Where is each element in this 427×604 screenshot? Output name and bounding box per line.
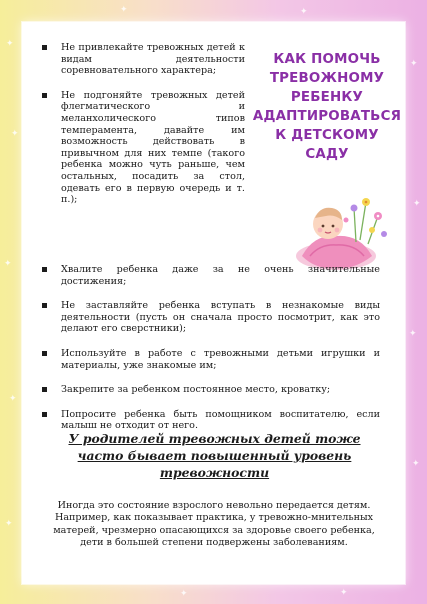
list-item xyxy=(40,42,245,77)
list-item xyxy=(40,384,380,396)
bullet-text: Не подгоняйте тревожных детей флегматического и меланхолического типов темперамента, давайте им возможность действовать в привычном для них темпе (такого ребенка можно чуть раньше, чем остальных, посадить за стол, одевать его в первую очередь и т. п.); xyxy=(61,89,245,206)
square-bullet-icon xyxy=(42,45,47,50)
square-bullet-icon xyxy=(42,93,47,98)
title-line: АДАПТИРОВАТЬСЯ xyxy=(252,109,402,124)
sparkle-icon: ✦ xyxy=(340,588,348,598)
sparkle-icon: ✦ xyxy=(120,5,128,15)
sub-heading-line: тревожности xyxy=(159,465,270,480)
note-line: дети в большей степени подвержены заболеваниям. xyxy=(80,537,348,549)
bullet-text: Не заставляйте ребенка вступать в незнакомые виды деятельности (пусть он сначала просто посмотрит, как это делают его сверстники); xyxy=(61,300,380,335)
baby-with-flowers-icon xyxy=(280,190,390,274)
bullet-text: Закрепите за ребенком постоянное место, кроватку; xyxy=(61,384,331,396)
sparkle-icon: ✦ xyxy=(409,329,417,339)
poster-title xyxy=(252,50,402,164)
note-line: Например, как показывает практика, у тревожно-мнительных xyxy=(54,512,374,524)
parents-anxiety-heading xyxy=(52,430,377,481)
bottom-bullet-list xyxy=(40,264,380,445)
top-bullet-list xyxy=(40,42,245,219)
bullet-text: Используйте в работе с тревожными детьми игрушки и материалы, уже знакомые им; xyxy=(61,347,380,371)
bullet-text: Не привлекайте тревожных детей к видам деятельности соревновательного характера; xyxy=(61,42,245,77)
sparkle-icon: ✦ xyxy=(4,259,12,269)
sparkle-icon: ✦ xyxy=(5,519,13,529)
square-bullet-icon xyxy=(42,387,47,392)
title-line: РЕБЕНКУ xyxy=(290,90,364,105)
sub-heading-line: часто бывает повышенный уровень xyxy=(77,448,352,463)
list-item xyxy=(40,264,380,287)
sparkle-icon: ✦ xyxy=(11,129,19,139)
list-item xyxy=(40,300,380,335)
sub-heading-line: У родителей тревожных детей тоже xyxy=(68,431,361,446)
square-bullet-icon xyxy=(42,351,47,356)
sparkle-icon: ✦ xyxy=(412,459,420,469)
sparkle-icon: ✦ xyxy=(180,589,188,599)
square-bullet-icon xyxy=(42,303,47,308)
title-line: К ДЕТСКОМУ САДУ xyxy=(275,128,379,162)
square-bullet-icon xyxy=(42,412,47,417)
title-line: ТРЕВОЖНОМУ xyxy=(269,71,385,86)
parents-note-paragraph xyxy=(48,500,380,550)
list-item xyxy=(40,409,380,432)
sparkle-icon: ✦ xyxy=(6,39,14,49)
title-line: КАК ПОМОЧЬ xyxy=(273,52,381,67)
sparkle-icon: ✦ xyxy=(300,7,308,17)
bullet-text: Хвалите ребенка даже за не очень значительные достижения; xyxy=(61,264,380,287)
list-item xyxy=(40,348,380,371)
sparkle-icon: ✦ xyxy=(9,394,17,404)
bullet-text: Попросите ребенка быть помощником воспитателю, если малыш не отходит от него. xyxy=(61,408,380,432)
sparkle-icon: ✦ xyxy=(410,59,418,69)
list-item xyxy=(40,90,245,206)
sparkle-icon: ✦ xyxy=(413,199,421,209)
note-line: матерей, чрезмерно опасающихся за здоровье своего ребенка, xyxy=(53,524,375,536)
square-bullet-icon xyxy=(42,267,47,272)
note-line: Иногда это состояние взрослого невольно передается детям. xyxy=(57,500,371,511)
poster-card xyxy=(22,22,405,584)
